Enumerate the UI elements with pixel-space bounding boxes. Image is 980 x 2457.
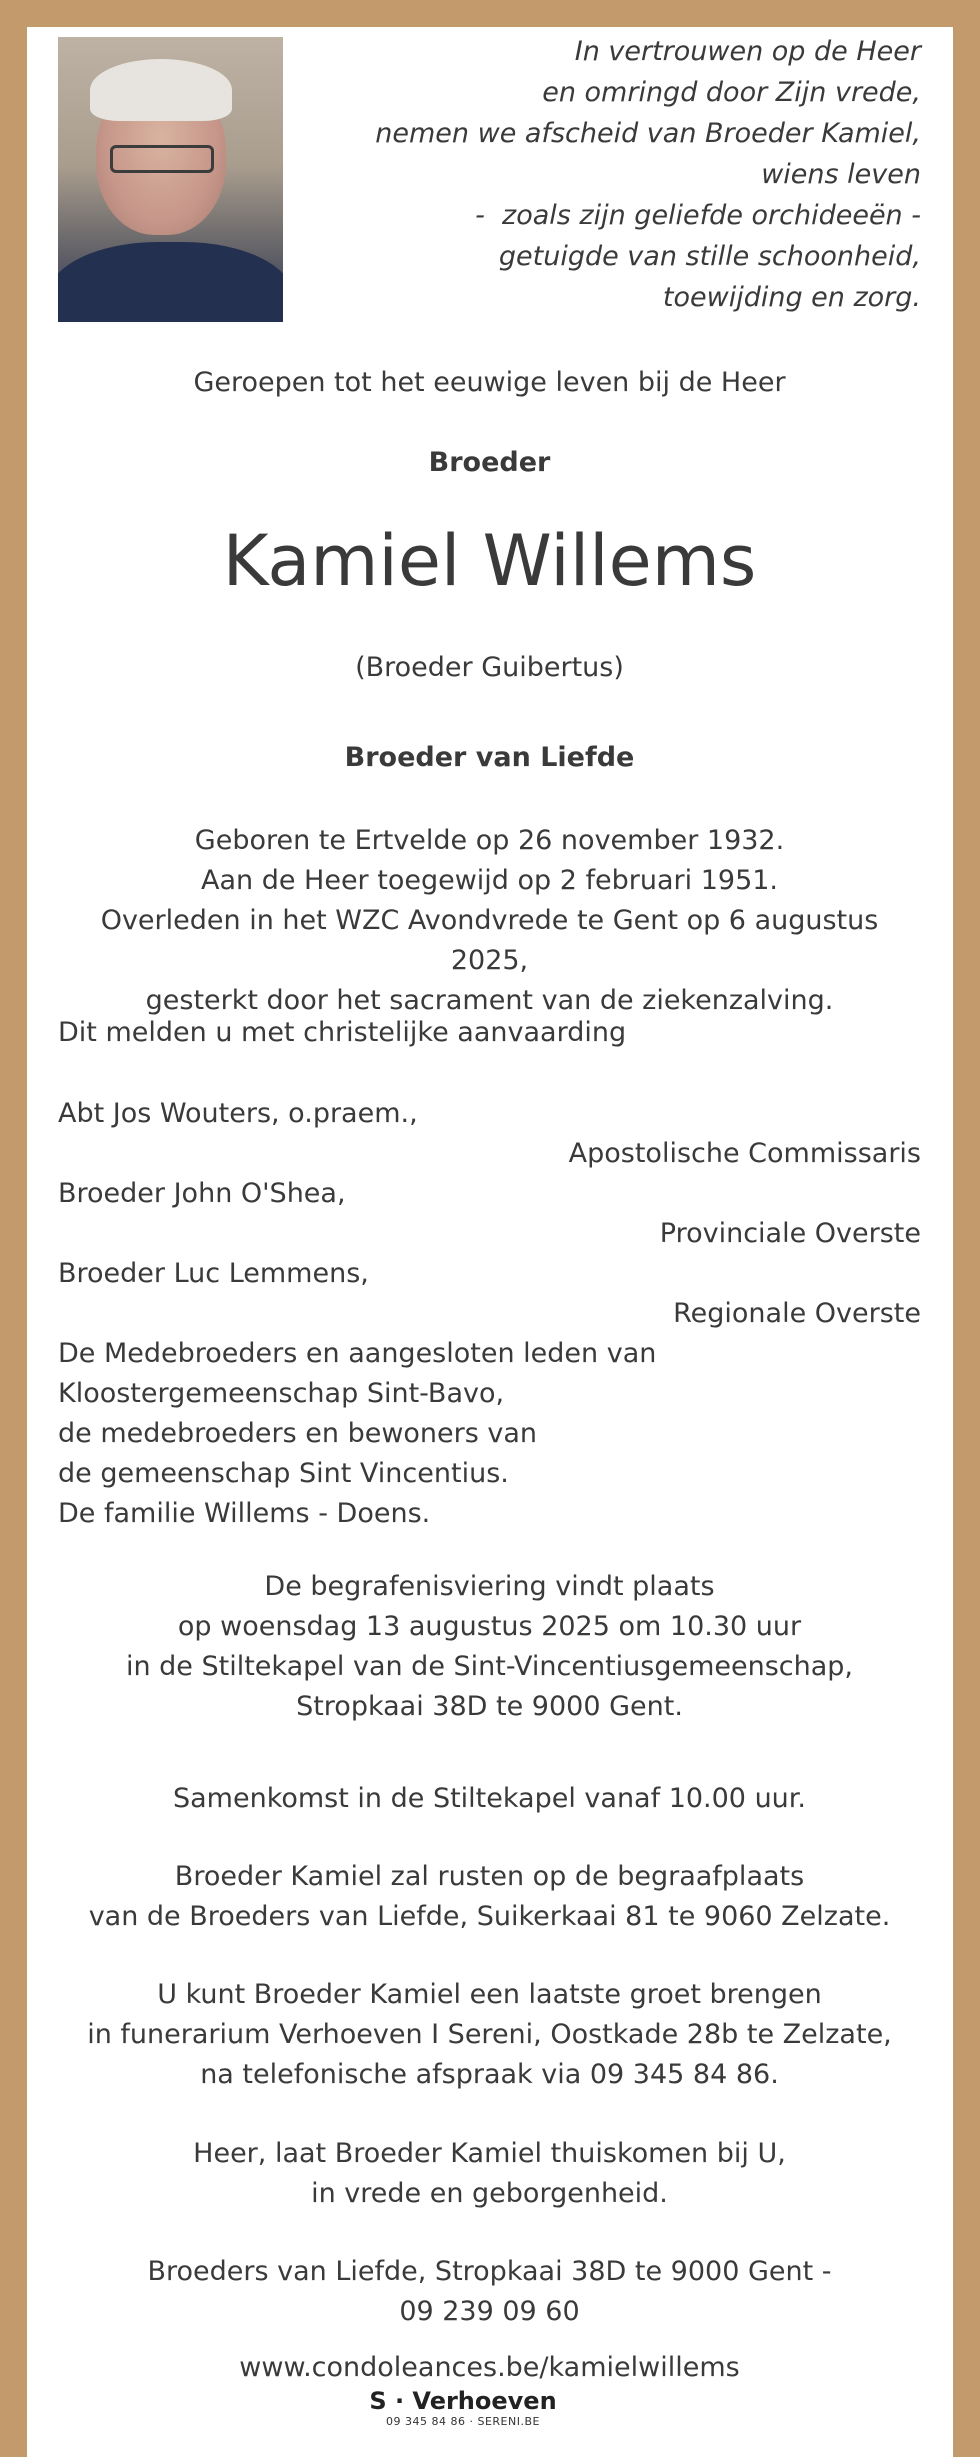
signatories [58, 1094, 921, 1534]
announcement: Dit melden u met christelijke aanvaarding [58, 1017, 627, 1048]
community-line: Kloostergemeenschap Sint-Bavo, [58, 1378, 505, 1409]
bio-line: gesterkt door het sacrament van de ziekenzalving. [145, 985, 834, 1016]
signatory-name: Abt Jos Wouters, o.praem., [58, 1098, 418, 1129]
portrait-glasses [110, 145, 214, 173]
signatory-name: Broeder Luc Lemmens, [58, 1258, 369, 1289]
intro-line: toewijding en zorg. [662, 282, 921, 313]
visit-line: na telefonische afspraak via 09 345 84 86. [200, 2059, 779, 2090]
biography [58, 821, 921, 1021]
logo-contact: 09 345 84 86 · SERENI.BE [386, 2415, 540, 2428]
order-name: Broeder van Liefde [344, 742, 635, 773]
signatory-name: Broeder John O'Shea, [58, 1178, 346, 1209]
visit-line: U kunt Broeder Kamiel een laatste groet brengen [157, 1979, 822, 2010]
funeral-info [58, 1567, 921, 1727]
community-line: de gemeenschap Sint Vincentius. [58, 1458, 509, 1489]
bio-line: Geboren te Ertvelde op 26 november 1932. [194, 825, 785, 856]
burial-info [58, 1857, 921, 1937]
community-line: de medebroeders en bewoners van [58, 1418, 538, 1449]
community-line: De Medebroeders en aangesloten leden van [58, 1338, 657, 1369]
portrait-body [58, 242, 283, 322]
contact-address [58, 2252, 921, 2332]
intro-line: In vertrouwen op de Heer [574, 36, 921, 67]
intro-line: getuigde van stille schoonheid, [498, 241, 921, 272]
title-prefix: Broeder [428, 447, 551, 478]
intro-line: en omringd door Zijn vrede, [542, 77, 921, 108]
portrait-hair [90, 59, 232, 121]
gathering-info: Samenkomst in de Stiltekapel vanaf 10.00 uur. [172, 1783, 806, 1814]
community-line: De familie Willems - Doens. [58, 1498, 431, 1529]
signatory-role: Provinciale Overste [659, 1218, 921, 1249]
intro-line: nemen we afscheid van Broeder Kamiel, [375, 118, 921, 149]
visit-line: in funerarium Verhoeven I Sereni, Oostkade 28b te Zelzate, [87, 2019, 892, 2050]
condolence-website[interactable]: www.condoleances.be/kamielwillems [239, 2352, 740, 2383]
burial-line: van de Broeders van Liefde, Suikerkaai 81 te 9060 Zelzate. [88, 1901, 891, 1932]
funeral-line: De begrafenisviering vindt plaats [264, 1571, 715, 1602]
bio-line: Overleden in het WZC Avondvrede te Gent op 6 augustus 2025, [100, 905, 879, 976]
deceased-name: Kamiel Willems [222, 520, 757, 602]
portrait-photo [58, 37, 283, 322]
prayer-line: in vrede en geborgenheid. [311, 2178, 668, 2209]
obituary-card [27, 27, 953, 2457]
funeral-home-logo [286, 2383, 640, 2430]
called-text: Geroepen tot het eeuwige leven bij de Heer [193, 367, 786, 398]
religious-name: (Broeder Guibertus) [355, 652, 624, 683]
signatory-role: Regionale Overste [673, 1298, 921, 1329]
intro-verse [327, 31, 921, 318]
bio-line: Aan de Heer toegewijd op 2 februari 1951. [200, 865, 779, 896]
visit-info [58, 1975, 921, 2095]
intro-line: - zoals zijn geliefde orchideeën - [475, 200, 921, 231]
prayer [58, 2134, 921, 2214]
intro-line: wiens leven [761, 159, 921, 190]
address-line: Broeders van Liefde, Stropkaai 38D te 9000 Gent - [147, 2256, 832, 2287]
signatory-role: Apostolische Commissaris [568, 1138, 921, 1169]
logo-brand: S · Verhoeven [369, 2387, 557, 2415]
funeral-line: op woensdag 13 augustus 2025 om 10.30 uur [177, 1611, 802, 1642]
funeral-line: Stropkaai 38D te 9000 Gent. [296, 1691, 683, 1722]
address-line: 09 239 09 60 [399, 2296, 580, 2327]
funeral-line: in de Stiltekapel van de Sint-Vincentiusgemeenschap, [125, 1651, 854, 1682]
prayer-line: Heer, laat Broeder Kamiel thuiskomen bij U, [193, 2138, 786, 2169]
burial-line: Broeder Kamiel zal rusten op de begraafplaats [174, 1861, 805, 1892]
